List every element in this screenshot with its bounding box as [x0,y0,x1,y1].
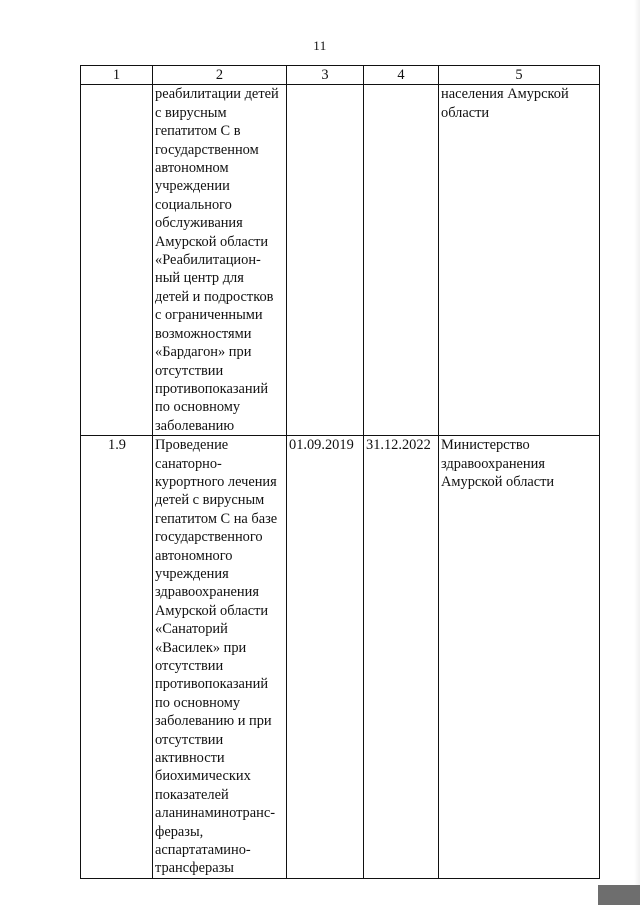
text-line: Амурской области [155,233,269,250]
text-line: отсутствии [155,362,224,379]
text-line: «Санаторий [155,621,228,638]
text-line: Министерство [441,437,530,454]
text-line: возможностями [155,325,252,342]
table-header-row [81,66,600,85]
header-col-1: 1 [81,66,153,85]
executor [439,85,600,436]
measure-description [153,85,287,436]
text-line: гепатитом С на базе [155,510,278,527]
row-number: 1.9 [81,436,153,879]
header-col-5: 5 [439,66,600,85]
text-line: области [441,104,490,121]
text-line: реабилитации детей [155,86,279,103]
text-line: социального [155,196,232,213]
text-line: автономном [155,160,229,177]
start-date: 01.09.2019 [287,436,364,879]
text-line: Проведение [155,437,229,454]
text-line: ный центр для [155,270,244,287]
text-line: Амурской области [441,473,555,490]
text-line: отсутствии [155,731,224,748]
text-line: курортного лечения [155,473,277,490]
text-line: активности [155,750,225,767]
text-line: противопоказаний [155,380,269,397]
executor [439,436,600,879]
text-line: детей с вирусным [155,492,265,509]
text-line: аланинаминотранс- [155,805,276,822]
text-line: «Бардагон» при [155,344,252,361]
text-line: населения Амурской [441,86,569,103]
end-date: 31.12.2022 [364,436,439,879]
text-line: заболеванию и при [155,713,272,730]
text-line: по основному [155,694,241,711]
text-line: учреждения [155,565,229,582]
start-date [287,85,364,436]
text-line: гепатитом С в [155,123,241,140]
text-line: с ограниченными [155,307,263,324]
text-line: «Василек» при [155,639,247,656]
text-line: обслуживания [155,215,243,232]
text-line: отсутствии [155,658,224,674]
table-row [81,85,600,436]
text-line: автономного [155,547,233,564]
text-line: противопоказаний [155,676,269,693]
text-line: по основному [155,399,241,416]
row-number [81,85,153,436]
scan-corner-shadow [598,885,640,905]
text-line: здравоохранения [441,455,545,472]
text-line: с вирусным [155,104,227,121]
page-number: 11 [313,38,327,53]
header-col-3: 3 [287,66,364,85]
text-line: заболеванию [155,417,235,434]
header-col-2: 2 [153,66,287,85]
text-line: здравоохранения [155,584,259,601]
text-line: «Реабилитацион- [155,252,261,269]
text-line: санаторно- [155,455,222,472]
text-line: государственном [155,141,259,158]
measures-table [80,65,600,879]
text-line: Амурской области [155,602,269,619]
header-col-4: 4 [364,66,439,85]
scan-edge-shade [634,0,640,905]
text-line: биохимических [155,768,251,785]
text-line: трансферазы [155,860,234,877]
end-date [364,85,439,436]
text-line: государственного [155,529,263,546]
text-line: феразы, [155,823,204,840]
text-line: показателей [155,786,229,803]
measure-description [153,436,287,879]
table-row [81,436,600,879]
text-line: детей и подростков [155,288,274,305]
text-line: аспартатамино- [155,842,251,859]
text-line: учреждении [155,178,230,195]
